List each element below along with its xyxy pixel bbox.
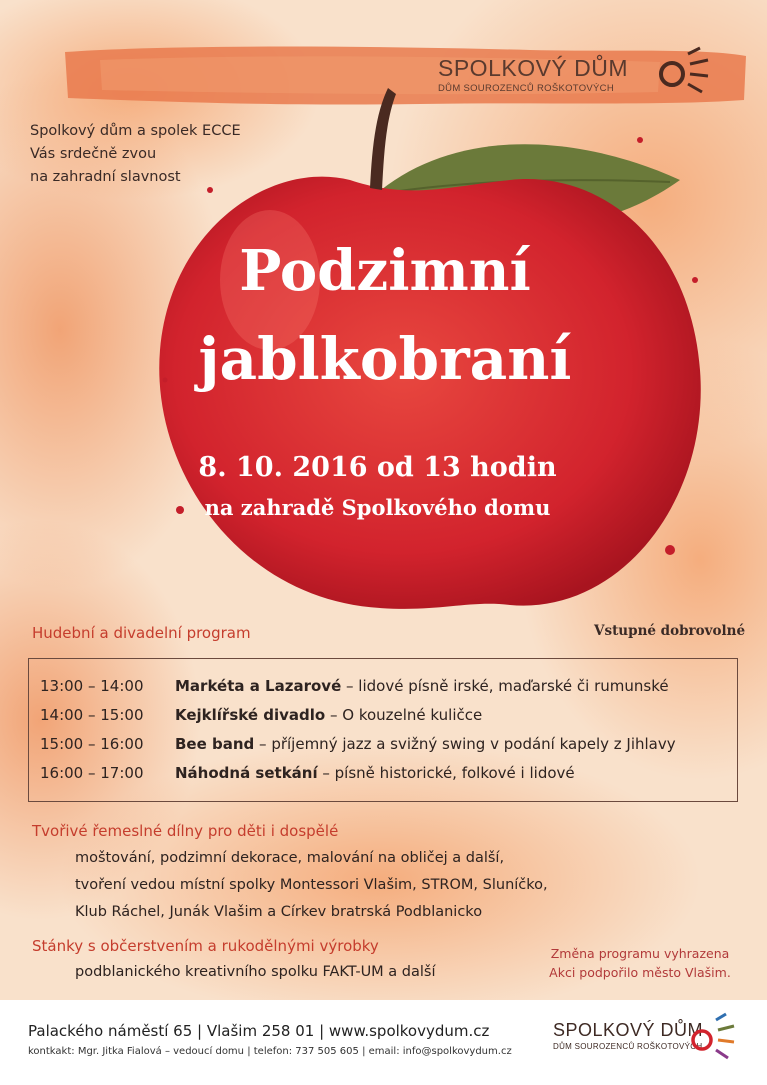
workshops-line: Klub Ráchel, Junák Vlašim a Církev bratrská Podblanicko [75, 904, 483, 920]
stalls-heading: Stánky s občerstvením a rukodělnými výrobky [32, 937, 379, 955]
program-change-note: Změna programu vyhrazena [550, 946, 730, 961]
workshops-line: tvoření vedou místní spolky Montessori Vlašim, STROM, Sluníčko, [75, 877, 548, 893]
program-time: 16:00 – 17:00 [40, 764, 144, 782]
program-row [40, 735, 676, 753]
program-act: Kejklířské divadlo [175, 706, 326, 724]
program-row [40, 677, 669, 695]
invitation-line: na zahradní slavnost [30, 169, 181, 185]
support-note: Akci podpořilo město Vlašim. [549, 965, 731, 980]
logo-bottom [553, 1020, 703, 1051]
event-venue: na zahradě Spolkového domu [204, 495, 551, 520]
program-act: Náhodná setkání [175, 764, 318, 782]
program-time: 15:00 – 16:00 [40, 735, 144, 753]
program-row [40, 764, 575, 782]
logo-subtitle: DŮM SOUROZENCŮ ROŠKOTOVÝCH [438, 83, 614, 94]
program-row [40, 706, 482, 724]
entry-fee: Vstupné dobrovolné [594, 623, 746, 639]
footer-contact: kontkakt: Mgr. Jitka Fialová – vedoucí domu | telefon: 737 505 605 | email: info@spolkovydum.cz [28, 1046, 512, 1057]
program-act: Bee band [175, 735, 255, 753]
logo-name: SPOLKOVÝ DŮM [438, 55, 629, 81]
program-desc: – písně historické, folkové i lidové [317, 764, 575, 782]
program-desc: – lidové písně irské, maďarské či rumunské [341, 677, 669, 695]
footer-address: Palackého náměstí 65 | Vlašim 258 01 | www.spolkovydum.cz [28, 1022, 490, 1040]
workshops-heading: Tvořivé řemeslné dílny pro děti i dospělé [32, 822, 339, 840]
event-datetime: 8. 10. 2016 od 13 hodin [198, 452, 557, 483]
workshops-line: moštování, podzimní dekorace, malování na obličej a další, [75, 850, 505, 866]
event-title-line1: Podzimní [239, 238, 531, 304]
sun-logo-icon [688, 1010, 736, 1060]
program-time: 14:00 – 15:00 [40, 706, 144, 724]
invitation-line: Spolkový dům a spolek ECCE [30, 123, 241, 139]
event-title-line2: jablkobraní [198, 325, 572, 393]
program-box [28, 658, 738, 802]
stalls-line: podblanického kreativního spolku FAKT-UM a další [75, 964, 436, 980]
program-time: 13:00 – 14:00 [40, 677, 144, 695]
logo-subtitle: DŮM SOUROZENCŮ ROŠKOTOVÝCH [553, 1042, 703, 1051]
program-act: Markéta a Lazarové [175, 677, 342, 695]
logo-name: SPOLKOVÝ DŮM [553, 1020, 704, 1040]
program-desc: – příjemný jazz a svižný swing v podání kapely z Jihlavy [254, 735, 676, 753]
program-heading: Hudební a divadelní program [32, 624, 251, 642]
invitation-line: Vás srdečně zvou [30, 146, 157, 162]
program-desc: – O kouzelné kuličce [325, 706, 483, 724]
stem-icon [370, 88, 396, 190]
